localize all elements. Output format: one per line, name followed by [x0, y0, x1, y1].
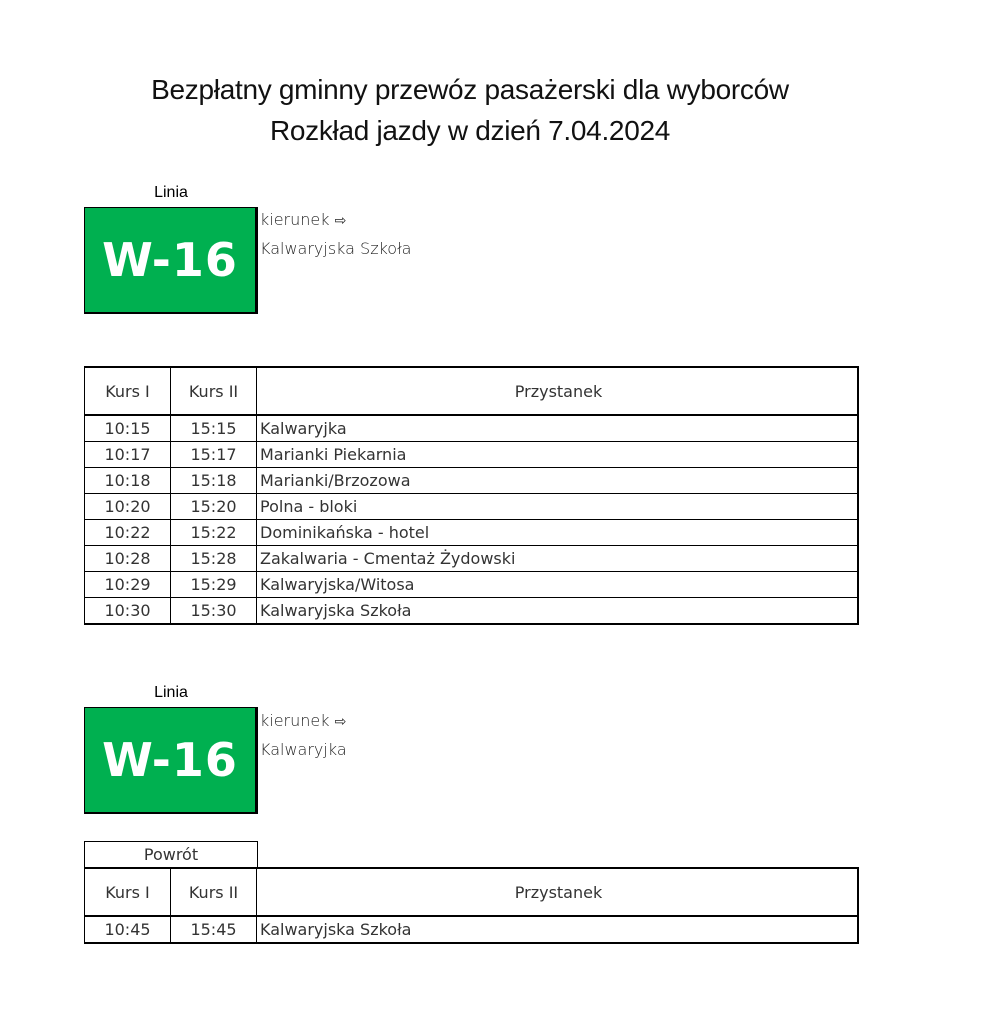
cell-kurs-2: 15:18	[171, 468, 257, 494]
table-row	[85, 916, 859, 943]
direction-destination: Kalwaryjka	[260, 740, 347, 759]
table-row	[85, 572, 859, 598]
table-row	[85, 468, 859, 494]
direction-label: kierunek	[260, 210, 330, 229]
cell-kurs-2: 15:17	[171, 442, 257, 468]
cell-kurs-1: 10:17	[85, 442, 171, 468]
cell-kurs-1: 10:15	[85, 415, 171, 442]
cell-stop: Dominikańska - hotel	[257, 520, 859, 546]
cell-stop: Marianki/Brzozowa	[257, 468, 859, 494]
column-header-stop: Przystanek	[257, 868, 859, 916]
cell-kurs-1: 10:28	[85, 546, 171, 572]
cell-kurs-1: 10:22	[85, 520, 171, 546]
line-label: Linia	[154, 184, 188, 201]
column-header-kurs-1: Kurs I	[85, 868, 171, 916]
table-row	[85, 598, 859, 625]
page-subtitle: Rozkład jazdy w dzień 7.04.2024	[269, 115, 671, 146]
cell-stop: Polna - bloki	[257, 494, 859, 520]
cell-kurs-1: 10:30	[85, 598, 171, 625]
cell-stop: Kalwaryjska/Witosa	[257, 572, 859, 598]
cell-stop: Zakalwaria - Cmentaż Żydowski	[257, 546, 859, 572]
cell-stop: Kalwaryjska Szkoła	[257, 598, 859, 625]
schedule-table	[84, 366, 859, 625]
cell-kurs-1: 10:20	[85, 494, 171, 520]
cell-kurs-1: 10:29	[85, 572, 171, 598]
direction-label-row	[260, 206, 411, 235]
line-badge: W-16	[84, 207, 258, 314]
column-header-stop: Przystanek	[257, 367, 859, 415]
cell-stop: Kalwaryjska Szkoła	[257, 916, 859, 943]
column-header-kurs-1: Kurs I	[85, 367, 171, 415]
cell-stop: Kalwaryjka	[257, 415, 859, 442]
table-header-row	[85, 367, 859, 415]
direction-label: kierunek	[260, 711, 330, 730]
cell-kurs-2: 15:30	[171, 598, 257, 625]
cell-kurs-2: 15:15	[171, 415, 257, 442]
table-row	[85, 546, 859, 572]
direction-label-row	[260, 707, 347, 736]
line-badge: W-16	[84, 707, 258, 814]
table-row	[85, 494, 859, 520]
arrow-right-icon: ⇨	[334, 714, 347, 730]
cell-stop: Marianki Piekarnia	[257, 442, 859, 468]
direction-block	[260, 707, 347, 763]
cell-kurs-2: 15:22	[171, 520, 257, 546]
table-row	[85, 415, 859, 442]
table-row	[85, 520, 859, 546]
page-title: Bezpłatny gminny przewóz pasażerski dla wyborców	[151, 74, 789, 105]
column-header-kurs-2: Kurs II	[171, 868, 257, 916]
table-row	[85, 442, 859, 468]
direction-block	[260, 206, 411, 262]
cell-kurs-2: 15:29	[171, 572, 257, 598]
table-header-row	[85, 868, 859, 916]
cell-kurs-2: 15:28	[171, 546, 257, 572]
cell-kurs-2: 15:45	[171, 916, 257, 943]
schedule-table-return	[84, 867, 859, 944]
column-header-kurs-2: Kurs II	[171, 367, 257, 415]
direction-destination: Kalwaryjska Szkoła	[260, 239, 412, 258]
cell-kurs-1: 10:45	[85, 916, 171, 943]
cell-kurs-2: 15:20	[171, 494, 257, 520]
arrow-right-icon: ⇨	[334, 213, 347, 229]
return-label: Powrót	[84, 841, 258, 868]
cell-kurs-1: 10:18	[85, 468, 171, 494]
line-label: Linia	[154, 684, 188, 701]
